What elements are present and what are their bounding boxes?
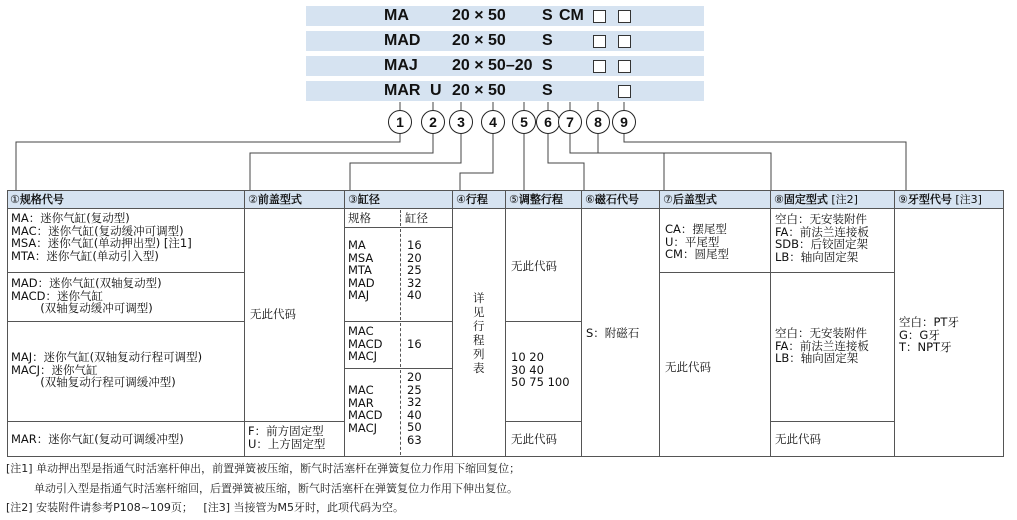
blank-box [593, 10, 606, 23]
circle-5: 5 [512, 110, 536, 134]
mount-group-1: 空白：无安装附件 FA：前法兰连接板 SDB：后铰固定架 LB：轴向固定架 [775, 212, 869, 264]
code-magnet: S [542, 32, 553, 49]
note-1: [注1] 单动押出型是指通气时活塞杆伸出，前置弹簧被压缩，断气时活塞杆在弹簧复位力作用下缩回复位； [6, 462, 521, 475]
blank-box [618, 35, 631, 48]
code-magnet: S [542, 57, 553, 74]
magnet-s: S：附磁石 [586, 326, 640, 340]
adjust-none-2: 无此代码 [511, 432, 557, 446]
front-cover-types: F：前方固定型 U：上方固定型 [248, 424, 326, 451]
header-rear-cover: ⑦后盖型式 [660, 191, 770, 208]
circle-3: 3 [449, 110, 473, 134]
circle-4: 4 [481, 110, 505, 134]
rear-cover-types: CA：摆尾型 U：平尾型 CM：圆尾型 [665, 222, 729, 261]
code-bar-3 [306, 56, 704, 76]
blank-box [618, 60, 631, 73]
spec-group-1: MA：迷你气缸(复动型) MAC：迷你气缸(复动缓冲可调型) MSA：迷你气缸(单动押出型) [注1] MTA：迷你气缸(单动引入型) [11, 211, 192, 263]
front-cover-none: 无此代码 [250, 307, 296, 321]
code-magnet: S [542, 7, 553, 24]
mount-none: 无此代码 [775, 432, 821, 446]
code-model: MAJ [384, 57, 418, 74]
header-stroke: ④行程 [453, 191, 505, 208]
code-bar-2 [306, 31, 704, 51]
stroke-see-table: 详 见 行 程 列 表 [473, 291, 485, 375]
header-spec: ①规格代号 [7, 191, 244, 208]
blank-box [618, 85, 631, 98]
circle-8: 8 [586, 110, 610, 134]
code-rear-cover: CM [559, 7, 584, 24]
blank-box [593, 60, 606, 73]
bore-head-model: 规格 [348, 211, 371, 225]
spec-group-4: MAR：迷你气缸(复动可调缓冲型) [11, 432, 184, 446]
code-size: 20 × 50–20 [452, 57, 533, 74]
thread-types: 空白：PT牙 G：G牙 T：NPT牙 [899, 315, 959, 354]
bore-values-3: 20 25 32 40 50 63 [407, 370, 422, 447]
spec-group-3: MAJ：迷你气缸(双轴复动行程可调型) MACJ：迷你气缸 (双轴复动行程可调缓冲型) [11, 350, 203, 389]
code-magnet: S [542, 82, 553, 99]
header-front-cover: ②前盖型式 [245, 191, 344, 208]
circle-2: 2 [421, 110, 445, 134]
circle-6: 6 [536, 110, 560, 134]
adjust-values: 10 20 30 40 50 75 100 [511, 350, 570, 389]
spec-group-2: MAD：迷你气缸(双轴复动型) MACD：迷你气缸 (双轴复动缓冲可调型) [11, 276, 162, 315]
header-bore: ③缸径 [345, 191, 452, 208]
circle-9: 9 [612, 110, 636, 134]
rear-cover-none: 无此代码 [665, 360, 711, 374]
blank-box [618, 10, 631, 23]
blank-box [593, 35, 606, 48]
code-front-cover: U [430, 82, 442, 99]
header-thread: ⑨牙型代号 [注3] [895, 191, 1003, 208]
code-model: MAR [384, 82, 421, 99]
header-adjust-stroke: ⑤调整行程 [506, 191, 581, 208]
bore-values-2: 16 [407, 337, 422, 351]
bore-head-value: 缸径 [405, 211, 428, 225]
code-bar-4 [306, 81, 704, 101]
note-1-cont: 单动引入型是指通气时活塞杆缩回，后置弹簧被压缩，断气时活塞杆在弹簧复位力作用下伸出复位。 [6, 482, 518, 495]
circle-1: 1 [388, 110, 412, 134]
header-magnet: ⑥磁石代号 [582, 191, 659, 208]
adjust-none-1: 无此代码 [511, 259, 557, 273]
bore-models-3: MAC MAR MACD MACJ [348, 383, 383, 435]
code-model: MAD [384, 32, 421, 49]
code-size: 20 × 50 [452, 7, 506, 24]
bore-models-1: MA MSA MTA MAD MAJ [348, 238, 375, 302]
bore-models-2: MAC MACD MACJ [348, 324, 383, 363]
code-model: MA [384, 7, 409, 24]
note-2-3: [注2] 安装附件请参考P108~109页； [注3] 当接管为M5牙时，此项代码为空。 [6, 501, 404, 514]
mount-group-2: 空白：无安装附件 FA：前法兰连接板 LB：轴向固定架 [775, 326, 869, 365]
bore-values-1: 16 20 25 32 40 [407, 238, 422, 302]
circle-7: 7 [558, 110, 582, 134]
code-bar-1 [306, 6, 704, 26]
code-size: 20 × 50 [452, 32, 506, 49]
code-size: 20 × 50 [452, 82, 506, 99]
header-mount: ⑧固定型式 [注2] [771, 191, 894, 208]
